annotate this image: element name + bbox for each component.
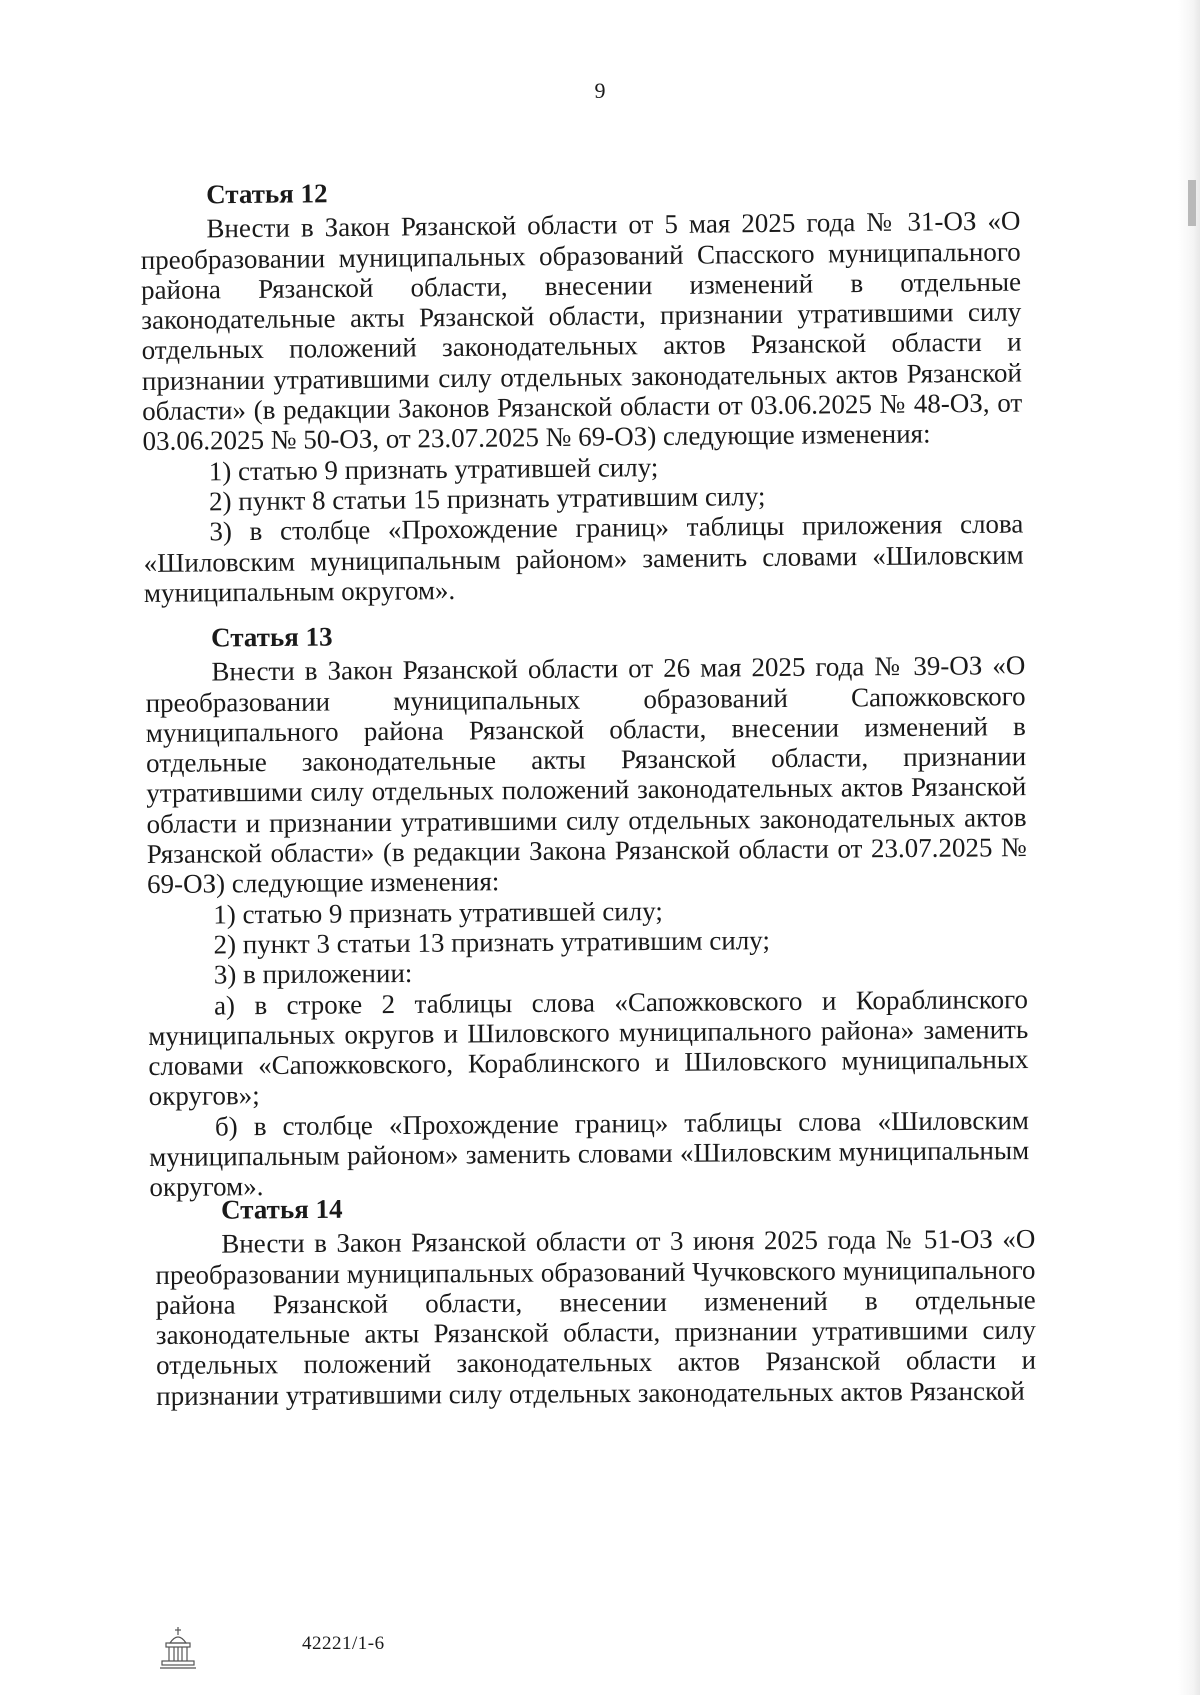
scan-edge	[1178, 0, 1200, 1695]
article-12	[140, 172, 1024, 609]
document-code: 42221/1-6	[302, 1633, 385, 1654]
article-13	[145, 616, 1030, 1203]
article-heading: Статья 12	[205, 178, 328, 210]
article-item: б) в столбце «Прохождение границ» таблицы слова «Шиловским муниципальным районом» заменить словами «Шиловским муниципальным округом».	[149, 1104, 1030, 1203]
article-item: а) в строке 2 таблицы слова «Сапожковского и Кораблинского муниципальных округов и Шиловского муниципального района» заменить словами «Сапожковского, Кораблинского и Шиловского муниципальных округов»;	[148, 983, 1029, 1112]
article-item: 2) пункт 8 статьи 15 признать утратившим силу;	[208, 480, 766, 517]
page-number: 9	[594, 78, 606, 103]
article-item: 1) статью 9 признать утратившей силу;	[208, 451, 659, 487]
duma-building-icon	[158, 1625, 198, 1671]
article-intro: Внести в Закон Рязанской области от 26 мая 2025 года № 39-ОЗ «О преобразовании муниципальных образований Сапожковского муниципального района Рязанской области, внесении изменений в отдельные законодательные акты Рязанской области, признании утратившими силу отдельных положений законодательных актов Рязанской области и признании утратившими силу отдельных законодательных актов Рязанской области» (в редакции Закона Рязанской области от 23.07.2025 № 69-ОЗ) следующие изменения:	[145, 650, 1027, 900]
article-item: 2) пункт 3 статьи 13 признать утратившим силу;	[213, 925, 771, 960]
article-item: 1) статью 9 признать утратившей силу;	[213, 895, 663, 930]
article-intro: Внести в Закон Рязанской области от 3 июня 2025 года № 51-ОЗ «О преобразовании муниципальных образований Чучковского муниципального района Рязанской области, внесении изменений в отдельные законодательные акты Рязанской области, признании утратившими силу отдельных положений законодательных актов Рязанской области и признании утратившими силу отдельных законодательных актов Рязанской	[155, 1223, 1037, 1411]
article-heading: Статья 14	[220, 1193, 343, 1225]
article-heading: Статья 13	[210, 621, 333, 653]
scan-mark	[1188, 180, 1196, 226]
article-item: 3) в столбце «Прохождение границ» таблицы приложения слова «Шиловским муниципальным районом» заменить словами «Шиловским муниципальным округом».	[143, 508, 1024, 608]
article-14	[155, 1190, 1036, 1411]
article-item: 3) в приложении:	[213, 958, 413, 990]
article-intro: Внести в Закон Рязанской области от 5 мая 2025 года № 31-ОЗ «О преобразовании муниципальных образований Спасского муниципального района Рязанской области, внесении изменений в отдельные законодательные акты Рязанской области, признании утратившими силу отдельных положений законодательных актов Рязанской области и признании утратившими силу отдельных законодательных актов Рязанской области» (в редакции Законов Рязанской области от 03.06.2025 № 48-ОЗ, от 03.06.2025 № 50-ОЗ, от 23.07.2025 № 69-ОЗ) следующие изменения:	[140, 205, 1023, 457]
